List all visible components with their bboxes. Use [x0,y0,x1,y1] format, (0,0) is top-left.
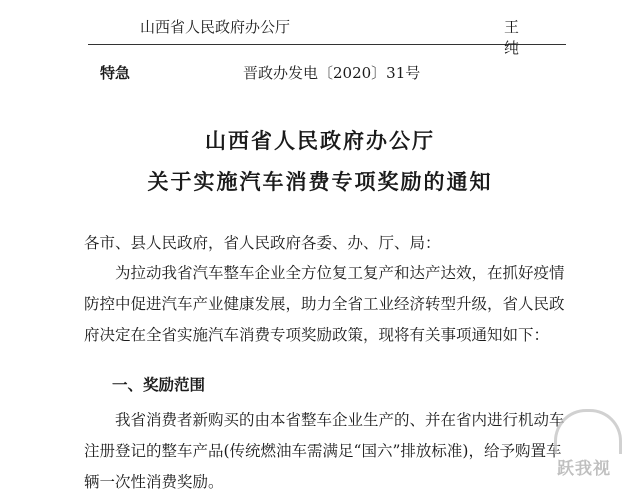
section-heading: 一、奖励范围 [112,376,206,394]
document-header [88,0,566,57]
watermark-arc-icon [554,409,622,454]
watermark-text: 跃我视 [557,459,611,479]
document-number: 晋政办发电〔2020〕31号 [243,64,421,82]
document-title-line-1: 山西省人民政府办公厅 [205,128,435,153]
body-paragraph-1: 为拉动我省汽车整车企业全方位复工复产和达产达效，在抓好疫情防控中促进汽车产业健康发展，助力全省工业经济转型升级，省人民政府决定在全省实施汽车消费专项奖励政策，现将有关事项通知如下： [84,264,565,344]
watermark-logo [536,409,632,479]
body-paragraph-2: 我省消费者新购买的由本省整车企业生产的、并在省内进行机动车注册登记的整车产品(传统燃油车需满足“国六”排放标准)，给予购置车辆一次性消费奖励。 [84,411,565,491]
issuer-name: 山西省人民政府办公厅 [140,18,291,36]
document-title-line-2: 关于实施汽车消费专项奖励的通知 [147,169,493,194]
salutation: 各市、县人民政府，省人民政府各委、办、厅、局： [84,234,441,252]
priority-label: 特急 [100,64,131,82]
signer-name: 王 纯 [504,18,530,57]
